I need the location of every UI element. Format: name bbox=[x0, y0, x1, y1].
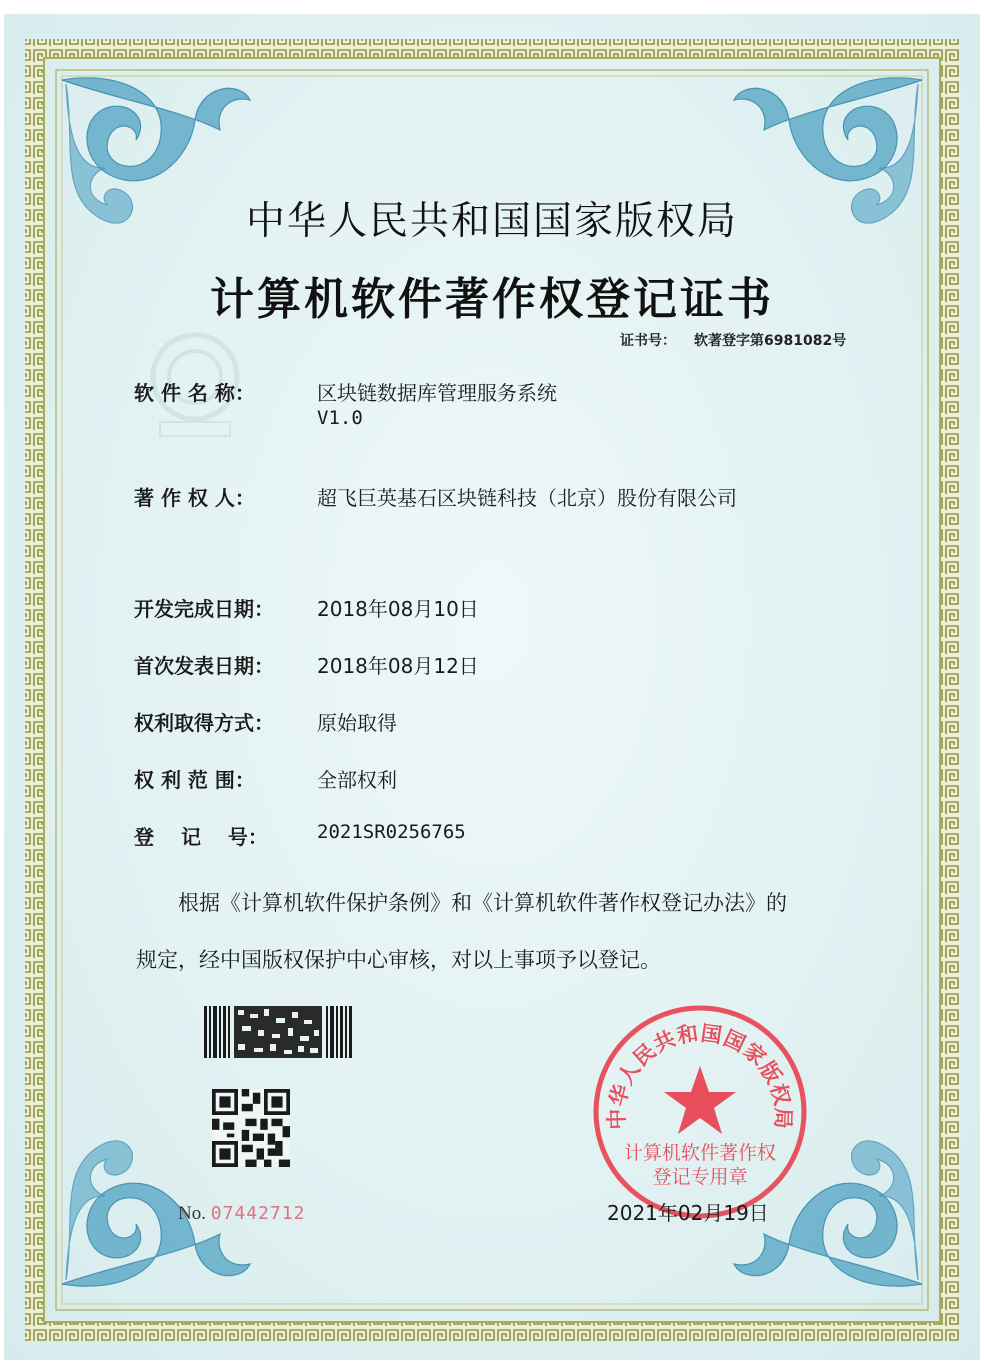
field-label-software-name: 软 件 名 称： bbox=[134, 381, 255, 405]
serial-number bbox=[178, 1203, 305, 1225]
field-label-acquisition-method: 权利取得方式： bbox=[134, 711, 274, 735]
statement-line-1: 根据《计算机软件保护条例》和《计算机软件著作权登记办法》的 bbox=[178, 891, 787, 915]
seal-line-2: 登记专用章 bbox=[652, 1166, 748, 1188]
star-icon bbox=[664, 1066, 736, 1134]
serial-number-label: No. bbox=[178, 1203, 206, 1224]
seal-line-1: 计算机软件著作权 bbox=[623, 1142, 777, 1164]
official-seal bbox=[590, 1002, 810, 1222]
seal-arc-text: 中华人民共和国国家版权局 bbox=[604, 1021, 796, 1130]
qr-code-icon bbox=[212, 1089, 290, 1167]
field-value-development-date: 2018年08月10日 bbox=[317, 597, 479, 621]
field-value-copyright-owner: 超飞巨英基石区块链科技（北京）股份有限公司 bbox=[317, 486, 737, 510]
issue-date: 2021年02月19日 bbox=[607, 1201, 769, 1225]
certificate-number bbox=[620, 330, 846, 350]
field-value-software-name: 区块链数据库管理服务系统 bbox=[317, 381, 557, 405]
certificate-title: 计算机软件著作权登记证书 bbox=[210, 274, 774, 325]
field-label-rights-scope: 权 利 范 围： bbox=[134, 768, 255, 792]
certificate-number-label: 证书号： bbox=[620, 333, 676, 349]
field-label-development-date: 开发完成日期： bbox=[134, 597, 274, 621]
field-value-rights-scope: 全部权利 bbox=[317, 768, 397, 792]
field-value-software-version: V1.0 bbox=[317, 407, 363, 429]
field-label-registration-number: 登 记 号： bbox=[134, 825, 268, 849]
field-value-registration-number: 2021SR0256765 bbox=[317, 821, 466, 843]
statement-line-2: 规定，经中国版权保护中心审核，对以上事项予以登记。 bbox=[136, 948, 661, 972]
field-label-publication-date: 首次发表日期： bbox=[134, 654, 274, 678]
issuer-title: 中华人民共和国国家版权局 bbox=[245, 199, 738, 244]
field-label-copyright-owner: 著 作 权 人： bbox=[134, 486, 255, 510]
barcode-icon bbox=[204, 1006, 352, 1058]
serial-number-value: 07442712 bbox=[210, 1203, 306, 1224]
field-value-acquisition-method: 原始取得 bbox=[317, 711, 397, 735]
field-value-publication-date: 2018年08月12日 bbox=[317, 654, 479, 678]
certificate-number-value: 软著登字第6981082号 bbox=[694, 333, 847, 349]
